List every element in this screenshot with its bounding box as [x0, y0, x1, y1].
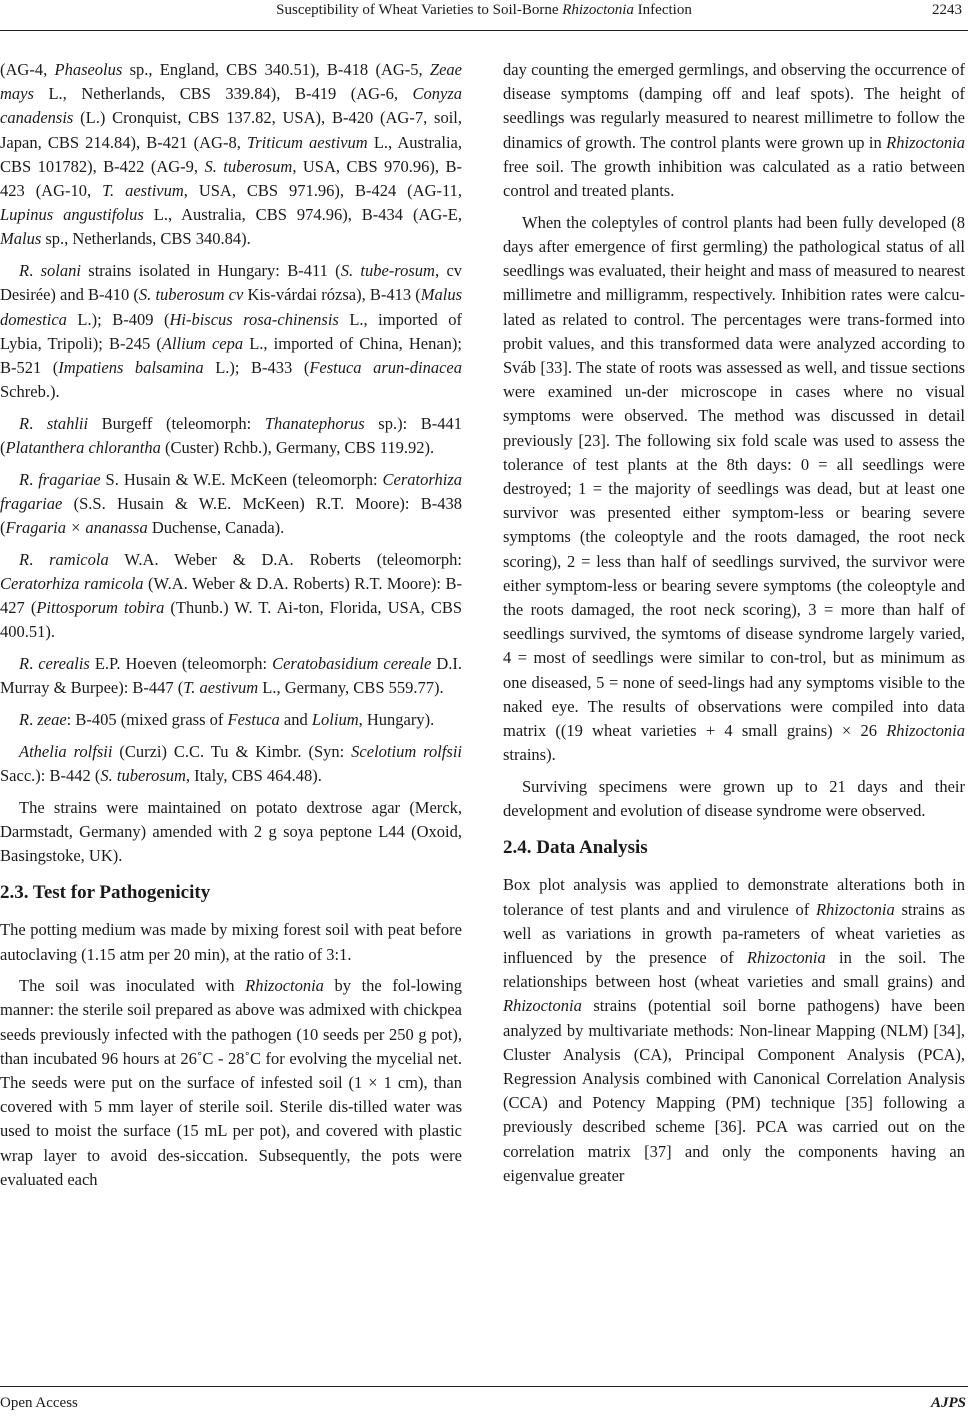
- running-footer: [0, 1386, 968, 1417]
- open-access-label: Open Access: [0, 1395, 78, 1411]
- paragraph: R. zeae: B-405 (mixed grass of Festuca and Lolium, Hungary).: [19, 710, 435, 730]
- paragraph: The soil was inoculated with Rhizoctonia by the fol-lowing manner: the sterile soil prepared as above was admixed with chickpea seeds previously infected with the pathogen (10 seeds per 250 g pot), than incubated 96 hours at 26˚C - 28˚C for evolving the mycelial net. The seeds were put on the surface of infested soil (1 × 1 cm), than covered with 5 mm layer of sterile soil. Sterile dis-tilled water was used to moist the surface (15 mL per pot), and covered with plastic wrap layer to avoid des-siccation. Subsequently, the pots were evaluated each: [0, 976, 462, 1189]
- paragraph: R. stahlii Burgeff (teleomorph: Thanatephorus sp.): B-441 (Platanthera chlorantha (Custer) Rchb.), Germany, CBS 119.92).: [0, 413, 463, 458]
- section-heading: 2.4. Data Analysis: [503, 837, 648, 859]
- section-heading: 2.3. Test for Pathogenicity: [0, 882, 211, 904]
- left-column: [0, 58, 462, 1200]
- paragraph: day counting the emerged germlings, and observing the occurrence of disease symptoms (damping off and leaf spots). The height of seedlings was regularly measured to nearest millimetre to follow the dinamics of growth. The control plants were grown up in Rhizoctonia free soil. The growth inhibition was calculated as a ratio between control and treated plants.: [503, 60, 965, 201]
- paragraph: The strains were maintained on potato dextrose agar (Merck, Darmstadt, Germany) amended with 2 g soya peptone L44 (Oxoid, Basingstoke, UK).: [0, 797, 462, 866]
- paragraph: When the coleptyles of control plants had been fully developed (8 days after emergence of first germling) the pathological status of all seedlings was evaluated, their height and mass of measured to nearest millimetre and milligramm, respectively. Inhibition rates were calcu-lated as related to control. The percentages were trans-formed into probit values, and this transformed data were analyzed according to Sváb [33]. The state of roots was assessed as well, and tissue sections were examined un-der microscope in cases where no visual symptoms were observed. The method was discussed in detail previously [23]. The following six fold scale was used to assess the tolerance of test plants at the 8th days: 0 = all seedlings were destroyed; 1 = the majority of seedlings was dead, but at least one survivor was presented either symptom-less or bearing severe symptoms (the coleoptyle and the roots damaged, the root neck scoring), 2 = less than half of seedlings survived, the survivor were either symptom-less or bearing severe symptoms (the coleoptyle and the roots damaged, the root neck scoring), 3 = more than half of seedlings survived, the symtoms of disease syndrome largely varied, 4 = most of seedlings were similar to con-trol, but as minimum as one diseased, 5 = none of seed-lings had any symptoms visible to the naked eye. The results of observations were compiled into data matrix ((19 wheat varieties + 4 small grains) × 26 Rhizoctonia strains).: [503, 212, 966, 765]
- journal-abbrev: AJPS: [930, 1395, 966, 1411]
- paragraph: (AG-4, Phaseolus sp., England, CBS 340.51), B-418 (AG-5, Zeae mays L., Netherlands, CBS 339.84), B-419 (AG-6, Conyza canadensis (L.) Cronquist, CBS 137.82, USA), B-420 (AG-7, soil, Japan, CBS 214.84), B-421 (AG-8, Triticum aestivum L., Australia, CBS 101782), B-422 (AG-9, S. tuberosum, USA, CBS 970.96), B-423 (AG-10, T. aestivum, USA, CBS 971.96), B-424 (AG-11, Lupinus angustifolus L., Australia, CBS 974.96), B-434 (AG-E, Malus sp., Netherlands, CBS 340.84).: [0, 60, 462, 249]
- paragraph: R. solani strains isolated in Hungary: B-411 (S. tube-rosum, cv Desirée) and B-410 (S. tuberosum cv Kis-várdai rózsa), B-413 (Malus domestica L.); B-409 (Hi-biscus rosa-chinensis L., imported of Lybia, Tripoli); B-245 (Allium cepa L., imported of China, Henan); B-521 (Impatiens balsamina L.); B-433 (Festuca arun-dinacea Schreb.).: [0, 261, 463, 402]
- paragraph: Surviving specimens were grown up to 21 days and their development and evolution of disease syndrome were observed.: [503, 776, 965, 821]
- right-column: [503, 58, 965, 1195]
- paragraph: Box plot analysis was applied to demonstrate alterations both in tolerance of test plants and and virulence of Rhizoctonia strains as well as variations in growth pa-rameters of wheat varieties as influenced by the presence of Rhizoctonia in the soil. The relationships between host (wheat varieties and small grains) and Rhizoctonia strains (potential soil borne pathogens) have been analyzed by multivariate methods: Non-linear Mapping (NLM) [34], Cluster Analysis (CA), Principal Component Analysis (PCA), Regression Analysis combined with Canonical Correlation Analysis (CCA) and Potency Mapping (PM) technique [35] following a previously described scheme [36]. PCA was carried out on the correlation matrix [37] and only the components having an eigenvalue greater: [503, 875, 965, 1185]
- paragraph: The potting medium was made by mixing forest soil with peat before autoclaving (1.15 atm per 20 min), at the ratio of 3:1.: [0, 920, 462, 964]
- paragraph: R. ramicola W.A. Weber & D.A. Roberts (teleomorph: Ceratorhiza ramicola (W.A. Weber & D.A. Roberts) R.T. Moore): B-427 (Pittosporum tobira (Thunb.) W. T. Ai-ton, Florida, USA, CBS 400.51).: [0, 549, 463, 642]
- running-header: [0, 0, 968, 31]
- paragraph: R. cerealis E.P. Hoeven (teleomorph: Ceratobasidium cereale D.I. Murray & Burpee): B-447 (T. aestivum L., Germany, CBS 559.77).: [0, 654, 463, 698]
- page-number: 2243: [932, 2, 962, 18]
- paragraph: Athelia rolfsii (Curzi) C.C. Tu & Kimbr. (Syn: Scelotium rolfsii Sacc.): B-442 (S. tuberosum, Italy, CBS 464.48).: [0, 741, 462, 785]
- paragraph: R. fragariae S. Husain & W.E. McKeen (teleomorph: Ceratorhiza fragariae (S.S. Husain & W.E. McKeen) R.T. Moore): B-438 (Fragaria × ananassa Duchense, Canada).: [0, 469, 462, 538]
- running-title: Susceptibility of Wheat Varieties to Soil-Borne Rhizoctonia Infection: [276, 2, 692, 18]
